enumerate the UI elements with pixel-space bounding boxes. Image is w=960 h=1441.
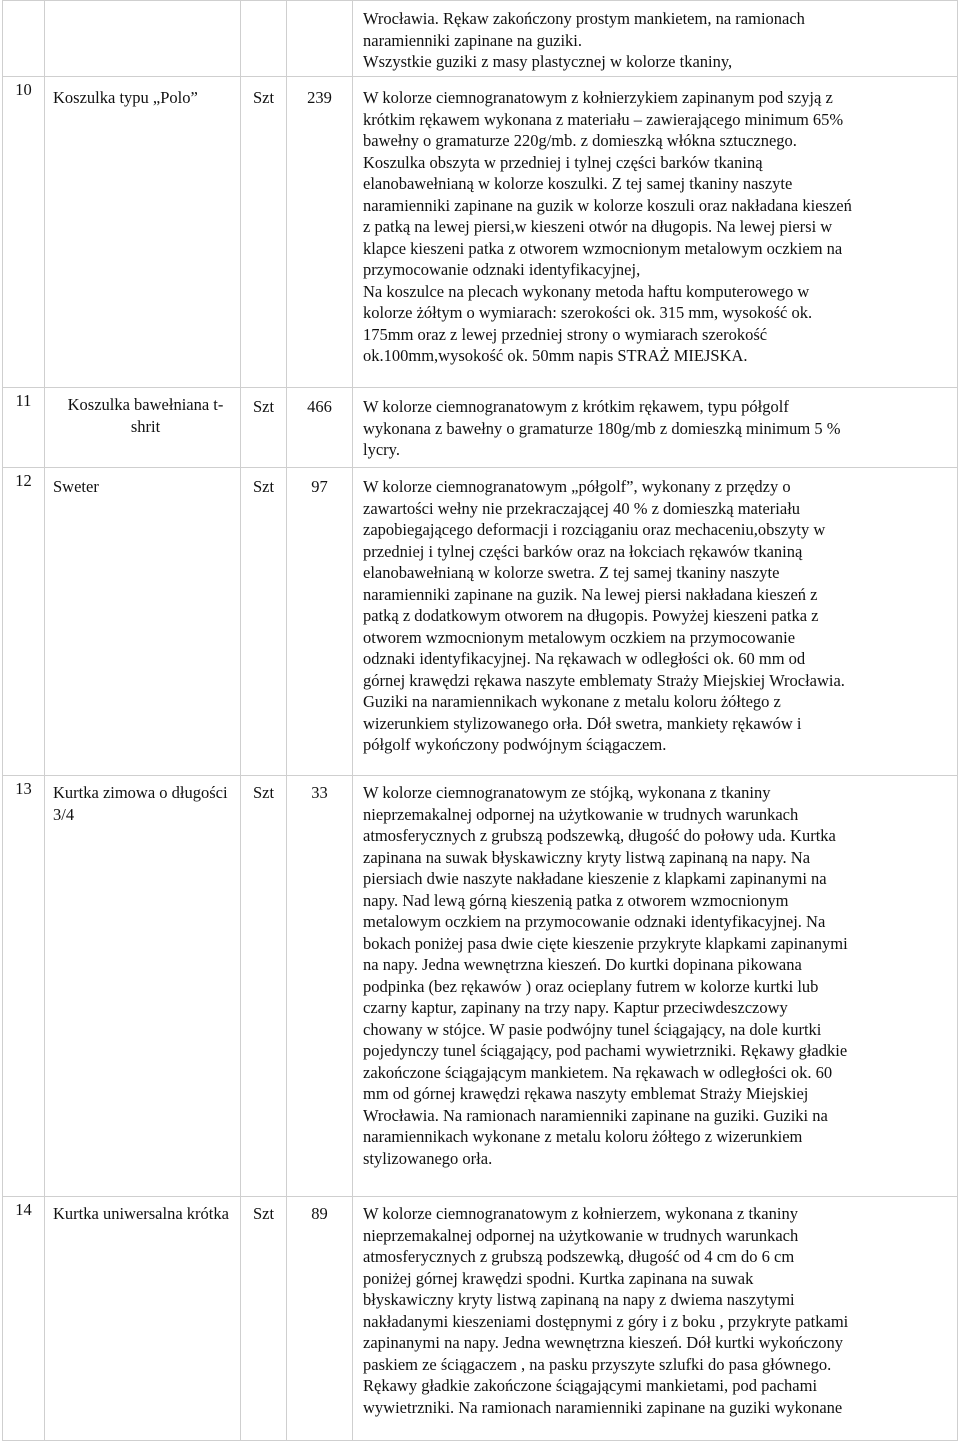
description-line: paskiem ze ściągaczem , na pasku przyszyte szlufki do pasa głównego. — [363, 1354, 832, 1374]
description-line: Rękawy gładkie zakończone ściągającymi mankietami, pod pachami — [363, 1376, 818, 1395]
description-line: lycry. — [363, 440, 400, 459]
description-line: poniżej górnej krawędzi spodni. Kurtka zapinana na suwak — [363, 1268, 754, 1288]
description — [353, 468, 958, 776]
table-row-10 — [3, 77, 958, 388]
description-line: piersiach dwie naszyte nakładane kieszenie z klapkami zapinanymi na — [363, 869, 827, 888]
description-line: atmosferycznych z grubszą podszewką, długość od 4 cm do 6 cm — [363, 1247, 795, 1266]
description-line: podpinka (bez rękawów ) oraz ocieplany futrem w kolorze kurtki lub — [363, 976, 819, 996]
description-line: atmosferycznych z grubszą podszewką, długość do połowy uda. Kurtka — [363, 826, 836, 845]
description-line: naramienniki zapinane na guzik w kolorze koszuli oraz nakładana kieszeń — [363, 195, 852, 215]
description-line: W kolorze ciemnogranatowym z krótkim rękawem, typu półgolf — [363, 397, 789, 416]
description-line: otworem wzmocnionym metalowym oczkiem na przymocowanie — [363, 627, 796, 647]
description-line: chowany w stójce. W pasie podwójny tunel ściągający, na dole kurtki — [363, 1019, 822, 1039]
description-line: półgolf wykończony podwójnym ściągaczem. — [363, 735, 667, 754]
description-line: wykonana z bawełny o gramaturze 180g/mb z domieszką minimum 5 % — [363, 418, 841, 438]
quantity: 466 — [287, 388, 353, 468]
description-line: wywietrzniki. Na ramionach naramienniki zapinane na guziki wykonane — [363, 1397, 843, 1417]
description-line: mm od górnej krawędzi rękawa naszyty emblemat Straży Miejskiej — [363, 1084, 809, 1103]
description-line: na napy. Jedna wewnętrzna kieszeń. Do kurtki dopinana pikowana — [363, 955, 802, 974]
unit: Szt — [241, 776, 287, 1197]
description-line: patką z dodatkowym otworem na długopis. Powyżej kieszeni patka z — [363, 606, 819, 625]
description-line: wizerunkiem stylizowanego orła. Dół swetra, mankiety rękawów i — [363, 713, 802, 733]
description-line: nieprzemakalnej odpornej na użytkowanie w trudnych warunkach — [363, 1225, 799, 1245]
description-line: odznaki identyfikacyjnej. Na rękawach w odległości ok. 60 mm od — [363, 649, 806, 668]
table-row-continuation — [3, 1, 958, 77]
row-number: 12 — [3, 468, 45, 776]
description-line: W kolorze ciemnogranatowym ze stójką, wykonana z tkaniny — [363, 783, 771, 802]
description — [353, 77, 958, 388]
description-line: zapinana na suwak błyskawiczny kryty listwą zapinaną na napy. Na — [363, 847, 811, 867]
description-line: W kolorze ciemnogranatowym z kołnierzykiem zapinanym pod szyją z — [363, 88, 833, 107]
unit — [241, 1, 287, 77]
description-line: zawartości wełny nie przekraczającej 40 % z domieszką materiału — [363, 498, 801, 518]
description-line: przymocowanie odznaki identyfikacyjnej, — [363, 260, 641, 279]
description-line: górnej krawędzi rękawa naszyte emblematy Straży Miejskiej Wrocławia. — [363, 670, 845, 690]
quantity: 33 — [287, 776, 353, 1197]
description-line: zakończone ściągającym mankietem. Na rękawach w odległości ok. 60 — [363, 1062, 833, 1082]
item-name — [45, 1, 241, 77]
description-line: Wrocławia. Rękaw zakończony prostym mankietem, na ramionach — [363, 9, 805, 28]
description-line: zapinanymi na napy. Jedna wewnętrzna kieszeń. Dół kurtki wykończony — [363, 1333, 844, 1352]
description-line: elanobawełnianą w kolorze swetra. Z tej samej tkaniny naszyte — [363, 563, 780, 582]
table-row-13 — [3, 776, 958, 1197]
description-line: zapobiegającego deformacji i rozciąganiu oraz mechaceniu,obszyty w — [363, 520, 826, 539]
row-number: 10 — [3, 77, 45, 388]
description-line: ok.100mm,wysokość ok. 50mm napis STRAŻ MIEJSKA. — [363, 346, 748, 365]
description-line: naramienniki zapinane na guzik. Na lewej piersi nakładana kieszeń z — [363, 584, 818, 604]
quantity — [287, 1, 353, 77]
description-line: bawełny o gramaturze 220g/mb. z domieszką włókna sztucznego. — [363, 131, 797, 150]
description-line: naramienniki zapinane na guziki. — [363, 30, 582, 50]
table-row-11 — [3, 388, 958, 468]
table-row-14 — [3, 1197, 958, 1441]
description-line: napy. Nad lewą górną kieszenią patka z otworem wzmocnionym — [363, 890, 789, 910]
description — [353, 1, 958, 77]
quantity: 97 — [287, 468, 353, 776]
description-line: W kolorze ciemnogranatowym „półgolf”, wykonany z przędzy o — [363, 477, 791, 496]
specification-table — [2, 0, 958, 1441]
description-line: nakładanymi kieszeniami dostępnymi z góry i z boku , przykryte patkami — [363, 1311, 849, 1331]
description-line: czarny kaptur, zapinany na trzy napy. Kaptur przeciwdeszczowy — [363, 998, 788, 1017]
item-name: Kurtka zimowa o długości 3/4 — [45, 776, 241, 1197]
unit: Szt — [241, 388, 287, 468]
description — [353, 388, 958, 468]
description-line: przedniej i tylnej części barków oraz na łokciach rękawów tkaniną — [363, 541, 803, 561]
quantity: 239 — [287, 77, 353, 388]
row-number: 13 — [3, 776, 45, 1197]
description-line: kolorze żółtym o wymiarach: szerokości ok. 315 mm, wysokość ok. — [363, 303, 813, 322]
row-number — [3, 1, 45, 77]
description-line: elanobawełnianą w kolorze koszulki. Z tej samej tkaniny naszyte — [363, 174, 793, 193]
quantity: 89 — [287, 1197, 353, 1441]
description-line: bokach poniżej pasa dwie cięte kieszenie przykryte klapkami zapinanymi — [363, 933, 848, 953]
description-line: naramiennikach wykonane z metalu koloru żółtego z wizerunkiem — [363, 1127, 803, 1146]
description-line: stylizowanego orła. — [363, 1148, 493, 1168]
unit: Szt — [241, 468, 287, 776]
description-line: z patką na lewej piersi,w kieszeni otwór na długopis. Na lewej piersi w — [363, 217, 833, 236]
unit: Szt — [241, 77, 287, 388]
description-line: metalowym oczkiem na przymocowanie odznaki identyfikacyjnej. Na — [363, 912, 826, 931]
item-name: Koszulka bawełniana t-shrit — [45, 388, 241, 468]
description-line: 175mm oraz z lewej przedniej strony o wymiarach szerokość — [363, 324, 768, 344]
row-number: 11 — [3, 388, 45, 468]
description-line: Na koszulce na plecach wykonany metoda haftu komputerowego w — [363, 281, 810, 301]
item-name: Kurtka uniwersalna krótka — [45, 1197, 241, 1441]
description — [353, 776, 958, 1197]
description-line: błyskawiczny kryty listwą zapinaną na napy z dwiema naszytymi — [363, 1290, 795, 1309]
description-line: Koszulka obszyta w przedniej i tylnej części barków tkaniną — [363, 152, 763, 172]
description — [353, 1197, 958, 1441]
description-line: krótkim rękawem wykonana z materiału – zawierającego minimum 65% — [363, 109, 844, 129]
item-name: Sweter — [45, 468, 241, 776]
description-line: W kolorze ciemnogranatowym z kołnierzem, wykonana z tkaniny — [363, 1204, 798, 1223]
description-line: nieprzemakalnej odpornej na użytkowanie w trudnych warunkach — [363, 804, 799, 824]
description-line: Guziki na naramiennikach wykonane z metalu koloru żółtego z — [363, 692, 781, 711]
unit: Szt — [241, 1197, 287, 1441]
description-line: Wrocławia. Na ramionach naramienniki zapinane na guziki. Guziki na — [363, 1105, 828, 1125]
description-line: klapce kieszeni patka z otworem wzmocnionym metalowym oczkiem na — [363, 238, 843, 258]
item-name: Koszulka typu „Polo” — [45, 77, 241, 388]
table-row-12 — [3, 468, 958, 776]
row-number: 14 — [3, 1197, 45, 1441]
description-line: Wszystkie guziki z masy plastycznej w kolorze tkaniny, — [363, 52, 733, 71]
description-line: pojedynczy tunel ściągający, pod pachami wywietrzniki. Rękawy gładkie — [363, 1041, 848, 1060]
